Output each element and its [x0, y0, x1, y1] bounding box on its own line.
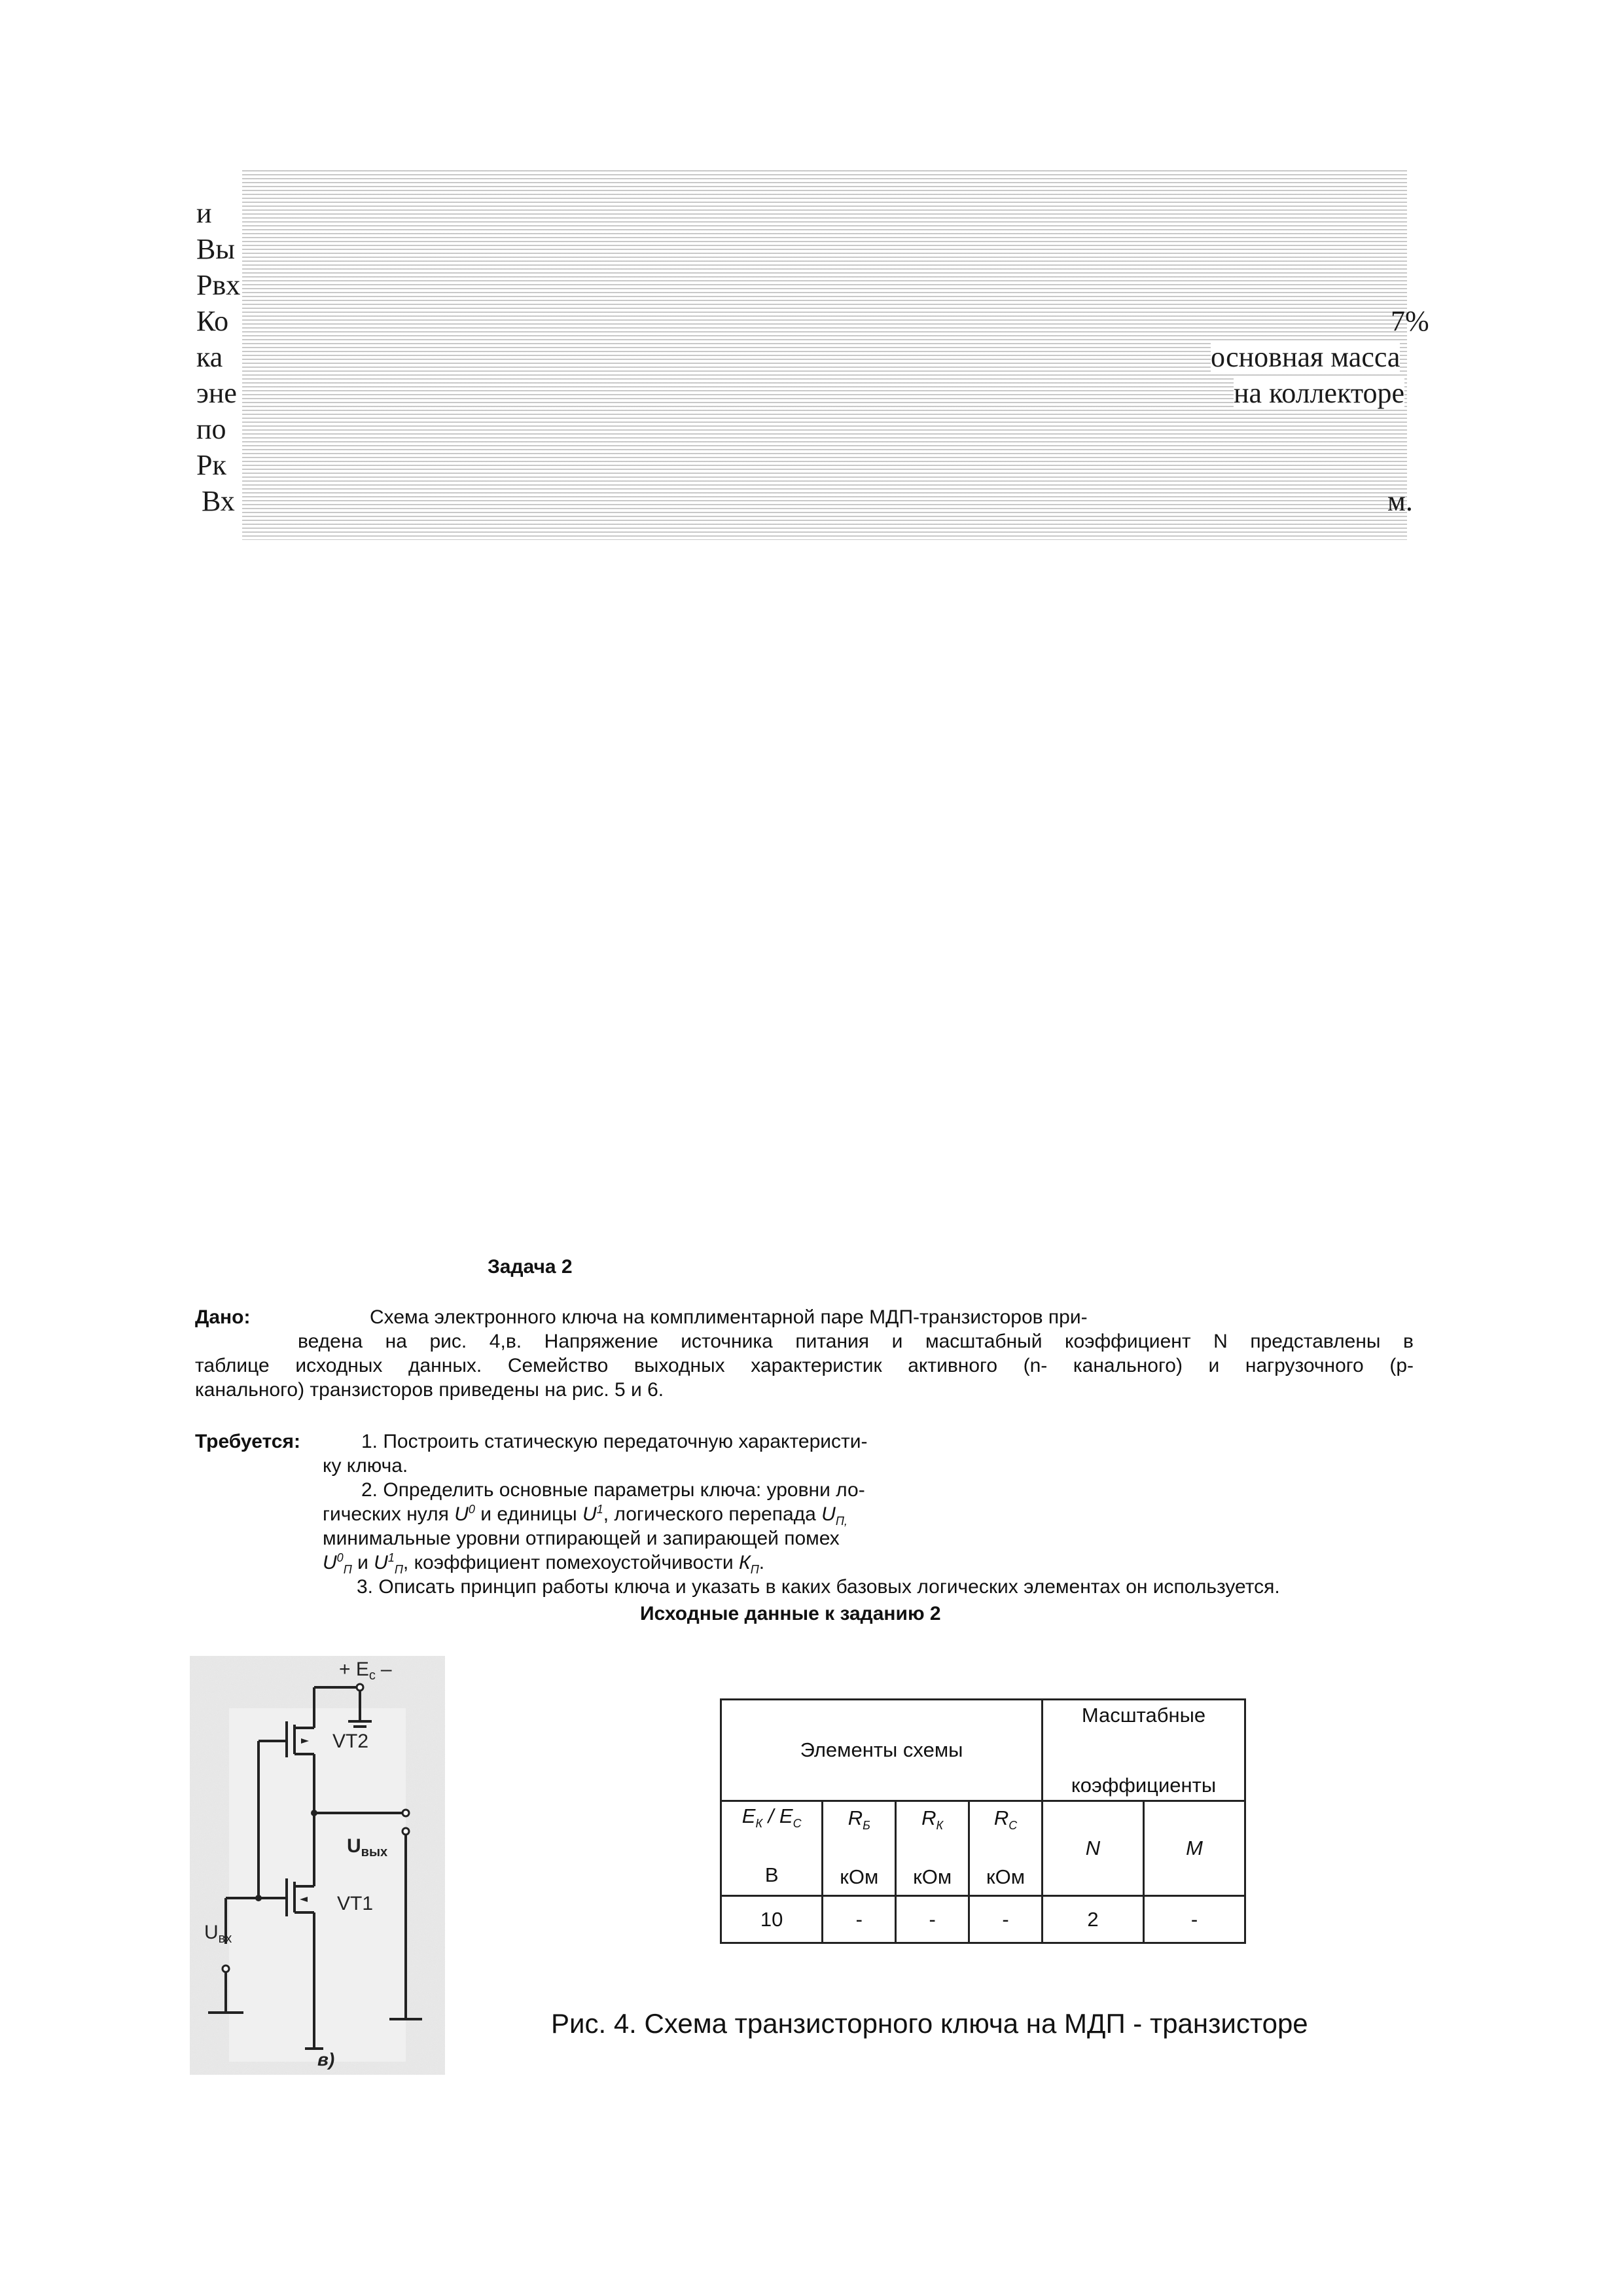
scan-line-5: ка: [196, 341, 223, 373]
uin-label: $U_{вх}$: [204, 1922, 232, 1946]
col-header-n: N: [1043, 1801, 1144, 1896]
col-header-rc: $R_С$ кОм: [969, 1801, 1043, 1896]
col-header-rk: $R_К$ кОм: [896, 1801, 969, 1896]
required-item-2-line-2: гических нуля $U^0$ и единицы $U^1$, логического перепада $U_{П,}$: [323, 1503, 847, 1528]
scan-line-8: Рк: [196, 449, 226, 481]
scan-line-3: Рвх: [196, 269, 241, 301]
value-ek-ec: 10: [721, 1896, 823, 1943]
required-item-2-line-3: минимальные уровни отпирающей и запирающей помех: [323, 1528, 840, 1549]
scan-line-1: и: [196, 197, 212, 229]
mosfet-key-circuit: [190, 1656, 445, 2075]
given-text-line-4: канального) транзисторов приведены на рис. 5 и 6.: [195, 1379, 664, 1401]
scan-line-9: Вх: [202, 485, 235, 517]
col-header-ek-ec: $E_К / E_С$ В: [721, 1801, 823, 1896]
value-rk: -: [896, 1896, 969, 1943]
value-m: -: [1144, 1896, 1245, 1943]
uout-label: $U_{вых}$: [347, 1835, 388, 1859]
scan-line-6: эне: [196, 377, 237, 409]
required-item-1-line-2: ку ключа.: [323, 1455, 408, 1477]
given-text-line-2: ведена на рис. 4,в. Напряжение источника питания и масштабный коэффициент N представлены в: [298, 1331, 1414, 1352]
task-title: Задача 2: [488, 1256, 573, 1278]
given-text-line-1: Схема электронного ключа на комплиментарной паре МДП-транзисторов при-: [370, 1306, 1088, 1328]
col-header-rb: $R_Б$ кОм: [823, 1801, 896, 1896]
scan-line-7: по: [196, 413, 226, 445]
scan-line-4-right: 7%: [1391, 305, 1429, 337]
required-item-2-line-4: $U^0_П$ и $U^1_П$, коэффициент помехоустойчивости $К_П$.: [323, 1551, 765, 1576]
vt2-label: VT2: [332, 1731, 369, 1752]
figure-caption: Рис. 4. Схема транзисторного ключа на МДП - транзисторе: [551, 2008, 1308, 2039]
variant-label: в): [317, 2049, 335, 2070]
scan-line-5-right: основная масса: [1211, 341, 1400, 373]
value-rc: -: [969, 1896, 1043, 1943]
value-rb: -: [823, 1896, 896, 1943]
table-group-scale: Масштабные коэффициенты: [1043, 1700, 1245, 1801]
value-n: 2: [1043, 1896, 1144, 1943]
scan-line-9-right: м.: [1387, 485, 1413, 517]
scan-line-6-right: на коллекторе: [1234, 377, 1405, 409]
required-label: Требуется:: [195, 1431, 300, 1452]
col-header-m: M: [1144, 1801, 1245, 1896]
data-heading: Исходные данные к заданию 2: [640, 1603, 941, 1624]
scan-line-4: Ко: [196, 305, 229, 337]
table-group-elements: Элементы схемы: [721, 1700, 1043, 1801]
given-label: Дано:: [195, 1306, 251, 1328]
supply-label: + $E_c$ –: [339, 1659, 392, 1683]
scanned-text-fragment: [190, 167, 1446, 560]
required-item-3: 3. Описать принцип работы ключа и указать в каких базовых логических элементах он используется.: [357, 1576, 1280, 1598]
required-item-1-line-1: 1. Построить статическую передаточную характеристи-: [361, 1431, 868, 1452]
given-text-line-3: таблице исходных данных. Семейство выходных характеристик активного (n- канального) и нагрузочного (p-: [195, 1355, 1414, 1376]
scan-line-2: Вы: [196, 233, 235, 265]
source-data-table: [720, 1698, 1246, 1944]
required-item-2-line-1: 2. Определить основные параметры ключа: уровни ло-: [361, 1479, 865, 1501]
vt1-label: VT1: [337, 1893, 374, 1914]
